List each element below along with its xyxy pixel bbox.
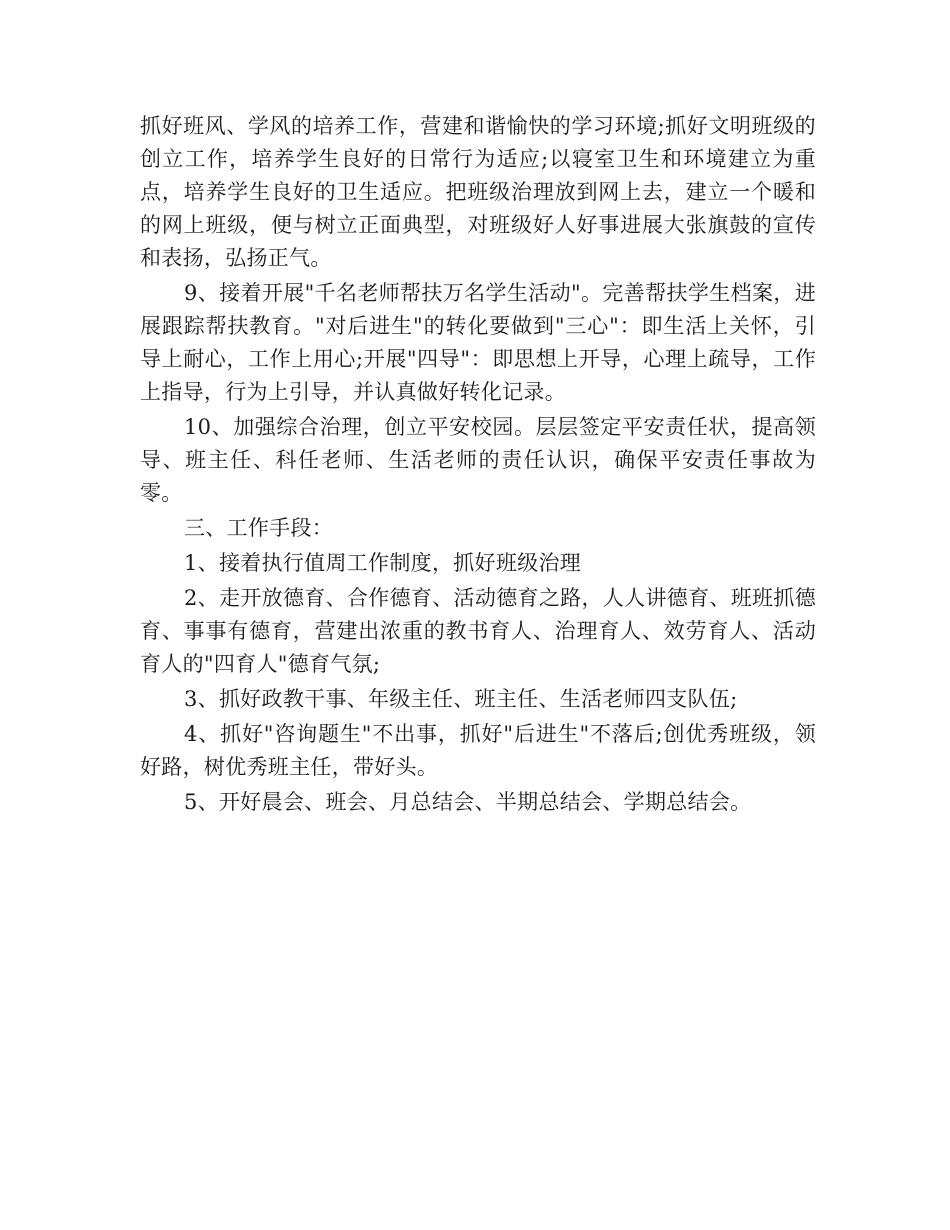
paragraph-method-1: 1、接着执行值周工作制度，抓好班级治理 — [184, 551, 582, 575]
paragraph-item-10: 10、加强综合治理，创立平安校园。层层签定平安责任状，提高领导、班主任、科任老师、生活老师的责任认识，确保平安责任事故为零。 — [140, 415, 816, 505]
paragraph-item-9: 9、接着开展"千名老师帮扶万名学生活动"。完善帮扶学生档案，进展跟踪帮扶教育。"对后进生"的转化要做到"三心"：即生活上关怀，引导上耐心，工作上用心;开展"四导"：即思想上开导，心理上疏导，工作上指导，行为上引导，并认真做好转化记录。 — [140, 281, 816, 404]
paragraph-method-4: 4、抓好"咨询题生"不出事，抓好"后进生"不落后;创优秀班级，领好路，树优秀班主任，带好头。 — [140, 722, 816, 779]
paragraph-method-2: 2、走开放德育、合作德育、活动德育之路，人人讲德育、班班抓德育、事事有德育，营建出浓重的教书育人、治理育人、效劳育人、活动育人的"四育人"德育气氛; — [140, 586, 816, 676]
paragraph-class-style: 抓好班风、学风的培养工作，营建和谐愉快的学习环境;抓好文明班级的创立工作，培养学生良好的日常行为适应;以寝室卫生和环境建立为重点，培养学生良好的卫生适应。把班级治理放到网上去，建立一个暖和的网上班级，便与树立正面典型，对班级好人好事进展大张旗鼓的宣传和表扬，弘扬正气。 — [140, 114, 816, 270]
document-body — [140, 110, 816, 821]
section-heading-work-methods: 三、工作手段： — [184, 516, 334, 540]
paragraph-method-3: 3、抓好政教干事、年级主任、班主任、生活老师四支队伍; — [184, 687, 738, 711]
paragraph-method-5: 5、开好晨会、班会、月总结会、半期总结会、学期总结会。 — [184, 790, 752, 814]
